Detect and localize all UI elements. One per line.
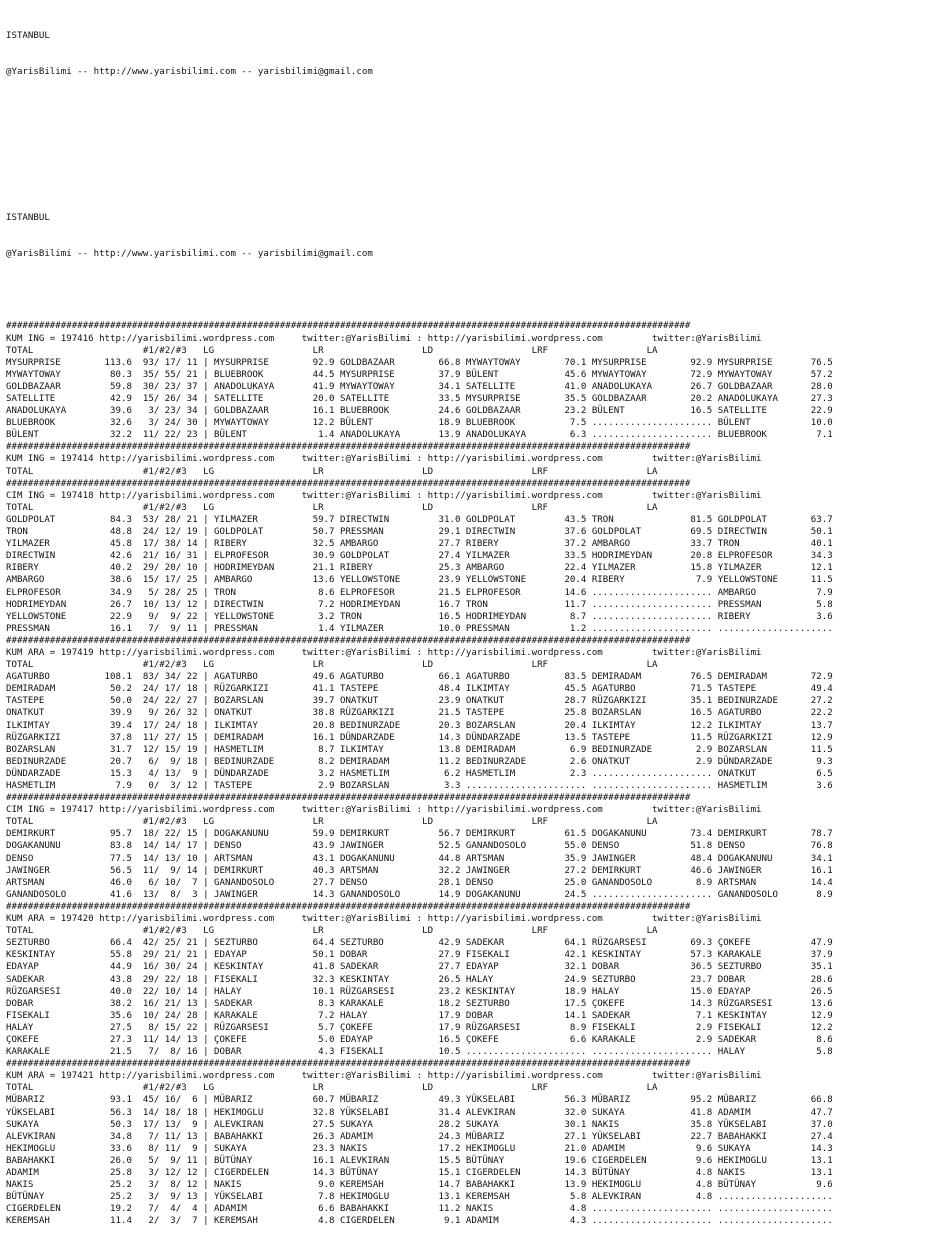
race-row: HODRIMEYDAN 26.7 10/ 13/ 12 | DIRECTWIN 7.2 HODRIMEYDAN 16.7 TRON 11.7 ...................... PRESSMAN 5.8 xyxy=(6,599,833,610)
race-header: CIM ING = 197417 http://yarisbilimi.wordpress.com twitter:@YarisBilimi : http://yarisbilimi.wordpress.com twitter:@YarisBilimi xyxy=(6,805,762,816)
race-row: MYSURPRISE 113.6 93/ 17/ 11 | MYSURPRISE 92.9 GOLDBAZAAR 66.8 MYWAYTOWAY 70.1 MYSURPRISE 92.9 MYSURPRISE 76.5 xyxy=(6,357,833,368)
race-row: TASTEPE 50.0 24/ 22/ 27 | BOZARSLAN 39.7 ONATKUT 23.9 ONATKUT 28.7 RÜZGARKIZI 35.1 BEDINURZADE 27.2 xyxy=(6,696,833,707)
race-header: KUM ING = 197416 http://yarisbilimi.wordpress.com twitter:@YarisBilimi : http://yarisbilimi.wordpress.com twitter:@YarisBilimi xyxy=(6,333,762,344)
contact-line: @YarisBilimi -- http://www.yarisbilimi.com -- yarisbilimi@gmail.com xyxy=(6,248,373,259)
section-separator: ############################################################################################################################# xyxy=(6,635,691,646)
race-row: RÜZGARSESI 40.0 22/ 10/ 14 | HALAY 10.1 RÜZGARSESI 23.2 KESKINTAY 18.9 HALAY 15.0 EDAYAP 26.5 xyxy=(6,986,833,997)
race-row: ELPROFESOR 34.9 5/ 28/ 25 | TRON 8.6 ELPROFESOR 21.5 ELPROFESOR 14.6 ...................... AMBARGO 7.9 xyxy=(6,587,833,598)
city-heading: ISTANBUL xyxy=(6,31,50,42)
race-row: ALEVKIRAN 34.8 7/ 11/ 13 | BABAHAKKI 26.3 ADAMIM 24.3 MÜBARIZ 27.1 YÜKSELABI 22.7 BABAHAKKI 27.4 xyxy=(6,1131,833,1142)
race-row: CIGERDELEN 19.2 7/ 4/ 4 | ADAMIM 6.6 BABAHAKKI 11.2 NAKIS 4.8 ...................... ..................... xyxy=(6,1204,833,1215)
race-row: YILMAZER 45.8 17/ 38/ 14 | RIBERY 32.5 AMBARGO 27.7 RIBERY 37.2 AMBARGO 33.7 TRON 40.1 xyxy=(6,539,833,550)
race-row: JAWINGER 56.5 11/ 9/ 14 | DEMIRKURT 40.3 ARTSMAN 32.2 JAWINGER 27.2 DEMIRKURT 46.6 JAWINGER 16.1 xyxy=(6,865,833,876)
race-row: RIBERY 40.2 29/ 20/ 10 | HODRIMEYDAN 21.1 RIBERY 25.3 AMBARGO 22.4 YILMAZER 15.8 YILMAZER 12.1 xyxy=(6,563,833,574)
race-row: ÇOKEFE 27.3 11/ 14/ 13 | ÇOKEFE 5.0 EDAYAP 16.5 ÇOKEFE 6.6 KARAKALE 2.9 SADEKAR 8.6 xyxy=(6,1034,833,1045)
race-row: FISEKALI 35.6 10/ 24/ 28 | KARAKALE 7.2 HALAY 17.9 DOBAR 14.1 SADEKAR 7.1 KESKINTAY 12.9 xyxy=(6,1010,833,1021)
race-row: BÜTÜNAY 25.2 3/ 9/ 13 | YÜKSELABI 7.8 HEKIMOGLU 13.1 KEREMSAH 5.8 ALEVKIRAN 4.8 ..................... xyxy=(6,1192,833,1203)
race-row: BEDINURZADE 20.7 6/ 9/ 18 | BEDINURZADE 8.2 DEMIRADAM 11.2 BEDINURZADE 2.6 ONATKUT 2.9 DÜNDARZADE 9.3 xyxy=(6,756,833,767)
race-row: BÜLENT 32.2 11/ 22/ 23 | BÜLENT 1.4 ANADOLUKAYA 13.9 ANADOLUKAYA 6.3 ...................... BLUEBROOK 7.1 xyxy=(6,430,833,441)
column-header: TOTAL #1/#2/#3 LG LR LD LRF LA xyxy=(6,926,658,937)
race-row: YÜKSELABI 56.3 14/ 18/ 18 | HEKIMOGLU 32.8 YÜKSELABI 31.4 ALEVKIRAN 32.0 SUKAYA 41.8 ADAMIM 47.7 xyxy=(6,1107,833,1118)
section-separator: ############################################################################################################################# xyxy=(6,478,691,489)
column-header: TOTAL #1/#2/#3 LG LR LD LRF LA xyxy=(6,1083,658,1094)
race-header: KUM ING = 197414 http://yarisbilimi.wordpress.com twitter:@YarisBilimi : http://yarisbilimi.wordpress.com twitter:@YarisBilimi xyxy=(6,454,762,465)
race-row: DIRECTWIN 42.6 21/ 16/ 31 | ELPROFESOR 30.9 GOLDPOLAT 27.4 YILMAZER 33.5 HODRIMEYDAN 20.8 ELPROFESOR 34.3 xyxy=(6,551,833,562)
column-header: TOTAL #1/#2/#3 LG LR LD LRF LA xyxy=(6,502,658,513)
race-row: ILKIMTAY 39.4 17/ 24/ 18 | ILKIMTAY 20.8 BEDINURZADE 20.3 BOZARSLAN 20.4 ILKIMTAY 12.2 ILKIMTAY 13.7 xyxy=(6,720,833,731)
race-row: EDAYAP 44.9 16/ 30/ 24 | KESKINTAY 41.8 SADEKAR 27.7 EDAYAP 32.1 DOBAR 36.5 SEZTURBO 35.1 xyxy=(6,962,833,973)
race-row: ADAMIM 25.8 3/ 12/ 12 | CIGERDELEN 14.3 BÜTÜNAY 15.1 CIGERDELEN 14.3 BÜTÜNAY 4.8 NAKIS 13.1 xyxy=(6,1168,833,1178)
race-row: TRON 48.8 24/ 12/ 19 | GOLDPOLAT 50.7 PRESSMAN 29.1 DIRECTWIN 37.6 GOLDPOLAT 69.5 DIRECTWIN 50.1 xyxy=(6,527,833,538)
race-row: ANADOLUKAYA 39.6 3/ 23/ 34 | GOLDBAZAAR 16.1 BLUEBROOK 24.6 GOLDBAZAAR 23.2 BÜLENT 16.5 SATELLITE 22.9 xyxy=(6,406,833,417)
race-row: GANANDOSOLO 41.6 13/ 8/ 3 | JAWINGER 14.3 GANANDOSOLO 14.9 DOGAKANUNU 24.5 ...................... GANANDOSOLO 8.9 xyxy=(6,889,833,900)
race-row: DÜNDARZADE 15.3 4/ 13/ 9 | DÜNDARZADE 3.2 HASMETLIM 6.2 HASMETLIM 2.3 ...................... ONATKUT 6.5 xyxy=(6,768,833,779)
section-separator: ############################################################################################################################# xyxy=(6,901,691,912)
race-row: ONATKUT 39.9 9/ 26/ 32 | ONATKUT 38.8 RÜZGARKIZI 21.5 TASTEPE 25.8 BOZARSLAN 16.5 AGATURBO 22.2 xyxy=(6,708,833,719)
race-row: MYWAYTOWAY 80.3 35/ 55/ 21 | BLUEBROOK 44.5 MYSURPRISE 37.9 BÜLENT 45.6 MYWAYTOWAY 72.9 MYWAYTOWAY 57.2 xyxy=(6,369,833,380)
contact-line: @YarisBilimi -- http://www.yarisbilimi.com -- yarisbilimi@gmail.com xyxy=(6,67,373,78)
race-report-document xyxy=(6,6,942,1227)
race-row: SEZTURBO 66.4 42/ 25/ 21 | SEZTURBO 64.4 SEZTURBO 42.9 SADEKAR 64.1 RÜZGARSESI 69.3 ÇOKEFE 47.9 xyxy=(6,938,833,949)
column-header: TOTAL #1/#2/#3 LG LR LD LRF LA xyxy=(6,660,658,671)
column-header: TOTAL #1/#2/#3 LG LR LD LRF LA xyxy=(6,345,658,356)
race-header: CIM ING = 197418 http://yarisbilimi.wordpress.com twitter:@YarisBilimi : http://yarisbilimi.wordpress.com twitter:@YarisBilimi xyxy=(6,490,762,501)
race-sections xyxy=(6,320,942,1227)
race-row: MÜBARIZ 93.1 45/ 16/ 6 | MÜBARIZ 60.7 MÜBARIZ 49.3 YÜKSELABI 56.3 MÜBARIZ 95.2 MÜBARIZ 66.8 xyxy=(6,1095,833,1106)
column-header: TOTAL #1/#2/#3 LG LR LD LRF LA xyxy=(6,817,658,828)
race-row: NAKIS 25.2 3/ 8/ 12 | NAKIS 9.0 KEREMSAH 14.7 BABAHAKKI 13.9 HEKIMOGLU 4.8 BÜTÜNAY 9.6 xyxy=(6,1180,833,1191)
race-row: DOGAKANUNU 83.8 14/ 14/ 17 | DENSO 43.9 JAWINGER 52.5 GANANDOSOLO 55.0 DENSO 51.8 DENSO 76.8 xyxy=(6,841,833,852)
race-row: KESKINTAY 55.8 29/ 21/ 21 | EDAYAP 50.1 DOBAR 27.9 FISEKALI 42.1 KESKINTAY 57.3 KARAKALE 37.9 xyxy=(6,950,833,961)
race-header: KUM ARA = 197421 http://yarisbilimi.wordpress.com twitter:@YarisBilimi : http://yarisbilimi.wordpress.com twitter:@YarisBilimi xyxy=(6,1071,762,1082)
race-row: DOBAR 38.2 16/ 21/ 13 | SADEKAR 8.3 KARAKALE 18.2 SEZTURBO 17.5 ÇOKEFE 14.3 RÜZGARSESI 13.6 xyxy=(6,998,833,1009)
race-row: HEKIMOGLU 33.6 8/ 11/ 9 | SUKAYA 23.3 NAKIS 17.2 HEKIMOGLU 21.0 ADAMIM 9.6 SUKAYA 14.3 xyxy=(6,1143,833,1154)
race-row: KARAKALE 21.5 7/ 8/ 16 | DOBAR 4.3 FISEKALI 10.5 ...................... ...................... HALAY 5.8 xyxy=(6,1047,833,1058)
race-row: GOLDPOLAT 84.3 53/ 28/ 21 | YILMAZER 59.7 DIRECTWIN 31.0 GOLDPOLAT 43.5 TRON 81.5 GOLDPOLAT 63.7 xyxy=(6,514,833,525)
race-row: YELLOWSTONE 22.9 9/ 9/ 22 | YELLOWSTONE 3.2 TRON 16.5 HODRIMEYDAN 8.7 ...................... RIBERY 3.6 xyxy=(6,611,833,622)
race-row: HALAY 27.5 8/ 15/ 22 | RÜZGARSESI 5.7 ÇOKEFE 17.9 RÜZGARSESI 8.9 FISEKALI 2.9 FISEKALI 12.2 xyxy=(6,1022,833,1033)
section-separator: ############################################################################################################################# xyxy=(6,793,691,804)
race-header: KUM ARA = 197420 http://yarisbilimi.wordpress.com twitter:@YarisBilimi : http://yarisbilimi.wordpress.com twitter:@YarisBilimi xyxy=(6,914,762,925)
race-header: KUM ARA = 197419 http://yarisbilimi.wordpress.com twitter:@YarisBilimi : http://yarisbilimi.wordpress.com twitter:@YarisBilimi xyxy=(6,647,762,658)
race-row: GOLDBAZAAR 59.8 30/ 23/ 37 | ANADOLUKAYA 41.9 MYWAYTOWAY 34.1 SATELLITE 41.0 ANADOLUKAYA 26.7 GOLDBAZAAR 28.0 xyxy=(6,381,833,392)
city-heading: ISTANBUL xyxy=(6,212,50,223)
race-row: HASMETLIM 7.9 0/ 3/ 12 | TASTEPE 2.9 BOZARSLAN 3.3 ...................... ...................... HASMETLIM 3.6 xyxy=(6,781,833,791)
section-separator: ############################################################################################################################# xyxy=(6,321,691,332)
race-row: ARTSMAN 46.0 6/ 10/ 7 | GANANDOSOLO 27.7 DENSO 28.1 DENSO 25.0 GANANDOSOLO 8.9 ARTSMAN 14.4 xyxy=(6,877,833,888)
section-separator: ############################################################################################################################# xyxy=(6,1059,691,1070)
race-row: DEMIRKURT 95.7 18/ 22/ 15 | DOGAKANUNU 59.9 DEMIRKURT 56.7 DEMIRKURT 61.5 DOGAKANUNU 73.4 DEMIRKURT 78.7 xyxy=(6,829,833,840)
race-row: BLUEBROOK 32.6 3/ 24/ 30 | MYWAYTOWAY 12.2 BÜLENT 18.9 BLUEBROOK 7.5 ...................... BÜLENT 10.0 xyxy=(6,418,833,429)
race-row: KEREMSAH 11.4 2/ 3/ 7 | KEREMSAH 4.8 CIGERDELEN 9.1 ADAMIM 4.3 ...................... ..................... xyxy=(6,1216,833,1227)
race-row: PRESSMAN 16.1 7/ 9/ 11 | PRESSMAN 1.4 YILMAZER 10.0 PRESSMAN 1.2 ...................... ..................... xyxy=(6,623,833,634)
race-row: AGATURBO 108.1 83/ 34/ 22 | AGATURBO 49.6 AGATURBO 66.1 AGATURBO 83.5 DEMIRADAM 76.5 DEMIRADAM 72.9 xyxy=(6,672,833,683)
column-header: TOTAL #1/#2/#3 LG LR LD LRF LA xyxy=(6,466,658,477)
race-row: DENSO 77.5 14/ 13/ 10 | ARTSMAN 43.1 DOGAKANUNU 44.8 ARTSMAN 35.9 JAWINGER 48.4 DOGAKANUNU 34.1 xyxy=(6,853,833,864)
race-row: SATELLITE 42.9 15/ 26/ 34 | SATELLITE 20.0 SATELLITE 33.5 MYSURPRISE 35.5 GOLDBAZAAR 20.2 ANADOLUKAYA 27.3 xyxy=(6,394,833,404)
race-row: AMBARGO 38.6 15/ 17/ 25 | AMBARGO 13.6 YELLOWSTONE 23.9 YELLOWSTONE 20.4 RIBERY 7.9 YELLOWSTONE 11.5 xyxy=(6,575,833,586)
section-separator: ############################################################################################################################# xyxy=(6,442,691,453)
race-row: BOZARSLAN 31.7 12/ 15/ 19 | HASMETLIM 8.7 ILKIMTAY 13.8 DEMIRADAM 6.9 BEDINURZADE 2.9 BOZARSLAN 11.5 xyxy=(6,744,833,755)
race-row: DEMIRADAM 50.2 24/ 17/ 18 | RÜZGARKIZI 41.1 TASTEPE 48.4 ILKIMTAY 45.5 AGATURBO 71.5 TASTEPE 49.4 xyxy=(6,684,833,695)
race-row: SADEKAR 43.8 29/ 22/ 18 | FISEKALI 32.3 KESKINTAY 26.5 HALAY 24.9 SEZTURBO 23.7 DOBAR 28.6 xyxy=(6,974,833,985)
race-row: BABAHAKKI 26.0 5/ 9/ 11 | BÜTÜNAY 16.1 ALEVKIRAN 15.5 BÜTÜNAY 19.6 CIGERDELEN 9.6 HEKIMOGLU 13.1 xyxy=(6,1155,833,1166)
race-row: RÜZGARKIZI 37.8 11/ 27/ 15 | DEMIRADAM 16.1 DÜNDARZADE 14.3 DÜNDARZADE 13.5 TASTEPE 11.5 RÜZGARKIZI 12.9 xyxy=(6,732,833,743)
race-row: SUKAYA 50.3 17/ 13/ 9 | ALEVKIRAN 27.5 SUKAYA 28.2 SUKAYA 30.1 NAKIS 35.8 YÜKSELABI 37.0 xyxy=(6,1119,833,1130)
